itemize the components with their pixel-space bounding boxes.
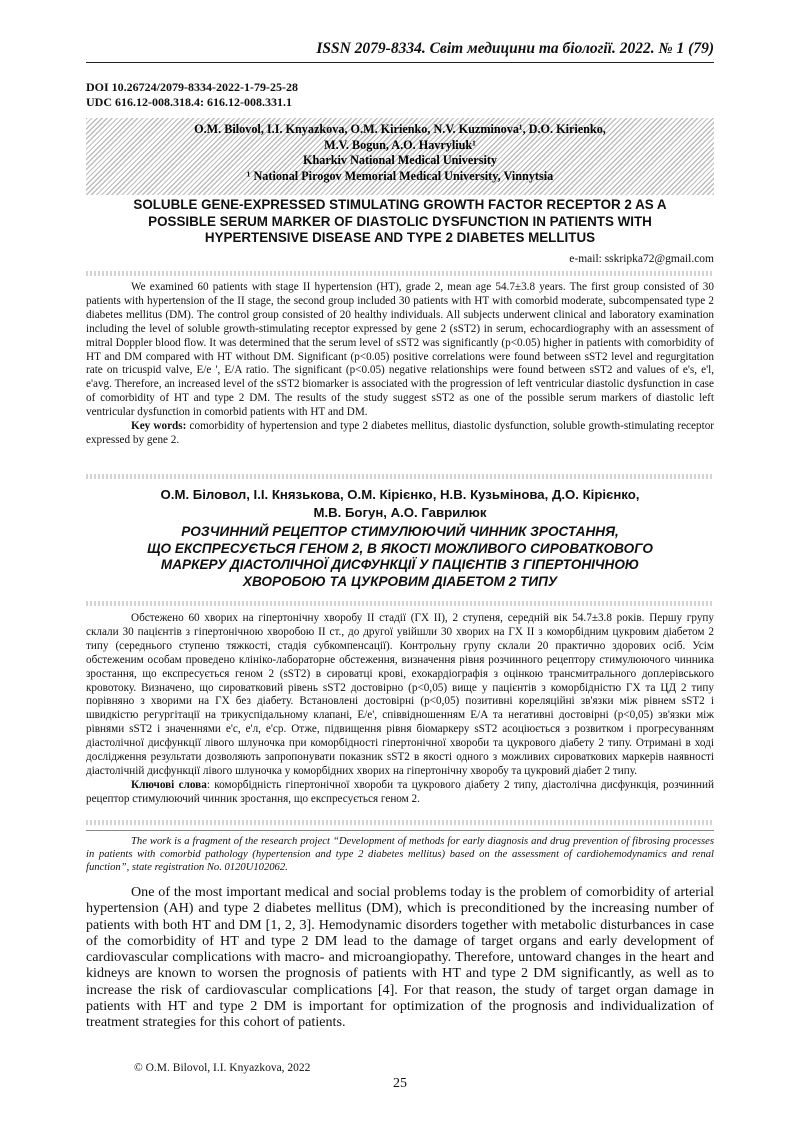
project-note: The work is a fragment of the research project “Development of methods for early diagnosis and drug prevention of fibrosing processes in patients with comorbid pathology (hypertension and type 2 diabetes mellitus) based on the assessment of cardiohemodynamics and renal function”, state registration No. 0120U102062. [86, 830, 714, 875]
authors-ua-line2: М.В. Богун, А.О. Гаврилюк [313, 505, 487, 520]
abstract-en-text: We examined 60 patients with stage II hypertension (HT), grade 2, mean age 54.7±3.8 years. The first group consisted of 30 patients with hypertension of the II stage, the second group included 30 patients with HT with comorbid moderate, subcompensated type 2 diabetes mellitus (DM). The control group consisted of 20 healthy individuals. All subjects underwent clinical and laboratory examination including the level of soluble growth-stimulating receptor expressed by gene 2 (sST2) in serum, echocardiography with an assessment of mitral Doppler blood flow. It was determined that the serum level of sST2 was significantly (p<0.05) higher in patients with comorbidity of HT and DM compared with HT without DM. Significant (p<0.05) positive correlations were found between sST2 level and regurgitation rate on tricuspid valve, E/e ', E/A ratio. The significant (p<0.05) negative relationships were found between sST2 and values of e's, e'l, e'avg. Therefore, an increased level of the sST2 biomarker is associated with the progression of left ventricular diastolic dysfunction in case of comorbidity of HT and type 2 DM. The results of the study suggest sST2 as one of the possible serum markers of diastolic left ventricular dysfunction in comorbid patients with HT and DM. [86, 281, 714, 419]
title-ua-line2: ЩО ЕКСПРЕСУЄТЬСЯ ГЕНОМ 2, В ЯКОСТІ МОЖЛИВОГО СИРОВАТКОВОГО [147, 540, 653, 556]
title-ua-line1: РОЗЧИННИЙ РЕЦЕПТОР СТИМУЛЮЮЧИЙ ЧИННИК ЗРОСТАННЯ, [181, 524, 619, 539]
authors-ua-line1: О.М. Біловол, І.І. Князькова, О.М. Кірієнко, Н.В. Кузьмінова, Д.О. Кірієнко, [160, 487, 640, 502]
keywords-en-label: Key words: [131, 420, 187, 433]
keywords-ua [86, 779, 714, 807]
abstract-en [86, 281, 714, 448]
title-en-line2: POSSIBLE SERUM MARKER OF DIASTOLIC DYSFUNCTION IN PATIENTS WITH [148, 213, 652, 229]
divider-top-ua [86, 601, 714, 606]
title-ua-line3: МАРКЕРУ ДІАСТОЛІЧНОЇ ДИСФУНКЦІЇ У ПАЦІЄНТІВ З ГІПЕРТОНІЧНОЮ [160, 557, 640, 572]
intro-paragraph: One of the most important medical and social problems today is the problem of comorbidity of arterial hypertension (AH) and type 2 diabetes mellitus (DM), which is preconditioned by the increasing number of patients with both HT and DM [1, 2, 3]. Hemodynamic disorders together with metabolic disturbances in case of the comorbidity of HT and type 2 DM lead to the damage of target organs and early development of cardiovascular complications with macro- and microangiopathy. Therefore, untoward changes in the heart and kidneys are known to worsen the prognosis of patients with HT and type 2 DM significantly, as well as to increase the risk of cardiovascular complications [4]. For that reason, the study of target organ damage in patients with HT and type 2 DM is important for optimization of the prognosis and individualization of treatment strategies for this cohort of patients. [86, 884, 714, 1031]
affiliation-1: Kharkiv National Medical University [303, 153, 497, 167]
title-en-line1: SOLUBLE GENE-EXPRESSED STIMULATING GROWTH FACTOR RECEPTOR 2 AS A [133, 197, 667, 212]
title-en [86, 197, 714, 247]
divider-bottom-en [86, 474, 714, 479]
copyright: © O.M. Bilovol, I.I. Knyazkova, 2022 [134, 1062, 311, 1074]
identifiers [86, 80, 298, 110]
title-en-line3: HYPERTENSIVE DISEASE AND TYPE 2 DIABETES MELLITUS [204, 230, 596, 245]
contact-email: e-mail: sskripka72@gmail.com [569, 253, 714, 265]
author-banner [86, 118, 714, 195]
divider-bottom-ua [86, 820, 714, 825]
authors-ua [86, 486, 714, 522]
authors-en-line1: O.M. Bilovol, I.I. Knyazkova, O.M. Kirienko, N.V. Kuzminova¹, D.O. Kirienko, [194, 122, 606, 136]
title-ua-line4: ХВОРОБОЮ ТА ЦУКРОВИМ ДІАБЕТОМ 2 ТИПУ [242, 573, 558, 589]
keywords-ua-label: Ключові слова [131, 778, 207, 791]
authors-en-line2: M.V. Bogun, A.O. Havryliuk¹ [324, 137, 476, 152]
abstract-ua-text: Обстежено 60 хворих на гіпертонічну хворобу II стадії (ГХ II), 2 ступеня, середній вік 54.7±3.8 років. Першу групу склали 30 пацієнтів з гіпертонічною хворобою II ст., до другої увійшли 30 хворих на ГХ II з коморбідним цукровим діабетом 2 типу (середнього ступеню тяжкості, стадія субкомпенсації). Контрольну групу склали 20 практично здорових осіб. Усім обстеженим особам проведено клініко-лабораторне обстеження, визначення рівня розчинного рецептору стимулюючого чинника зростання, що експресується геном 2 (sST2) в сироватці крові, ехокардіографія з оцінкою трансмитрального доплерівського кровотоку. Визначено, що сироватковий рівень sST2 достовірно (p<0,05) вище у пацієнтів з коморбідністю ГХ та ЦД 2 типу порівняно з хворими на ГХ без діабету. Встановлені достовірні (p<0,05) позитивні кореляційні зв'язки між рівнем sST2 і швидкістю регургітації на трикуспідальному клапані, E/e', співвідношенням E/A та негативні достовірні (p<0,05) зв'язки між рівнями sST2 і значеннями e'с, e'л, e'ср. Отже, підвищення рівня біомаркеру sST2 асоціюється з розвитком і прогресуванням діастолічної дисфункції лівого шлуночка при коморбідності гіпертонічної хвороби та цукрового діабету 2 типу. Отримані в ході дослідження результати дозволяють запропонувати показник sST2 в якості одного з можливих сироваткових маркерів наявності діастолічній дисфункції лівого шлуночка у коморбідних хворих на гіпертонічну хворобу та цукровий діабет 2 типу. [86, 612, 714, 777]
keywords-ua-text: : коморбідність гіпертонічної хвороби та цукрового діабету 2 типу, діастолічна дисфункція, розчинний рецептор стимулюючий чинник зростання, що експресується геном 2. [86, 778, 714, 805]
abstract-ua [86, 612, 714, 807]
doi: DOI 10.26724/2079-8334-2022-1-79-25-28 [86, 80, 298, 94]
keywords-en-text: comorbidity of hypertension and type 2 diabetes mellitus, diastolic dysfunction, soluble growth-stimulating receptor expressed by gene 2. [86, 420, 715, 446]
keywords-en [86, 420, 714, 448]
affiliation-2: ¹ National Pirogov Memorial Medical University, Vinnytsia [246, 168, 554, 183]
title-ua [86, 524, 714, 590]
page-number: 25 [393, 1076, 407, 1091]
journal-header: ISSN 2079-8334. Світ медицини та біології. 2022. № 1 (79) [86, 40, 714, 63]
divider-top-en [86, 271, 714, 276]
udc: UDC 616.12-008.318.4: 616.12-008.331.1 [86, 95, 292, 109]
